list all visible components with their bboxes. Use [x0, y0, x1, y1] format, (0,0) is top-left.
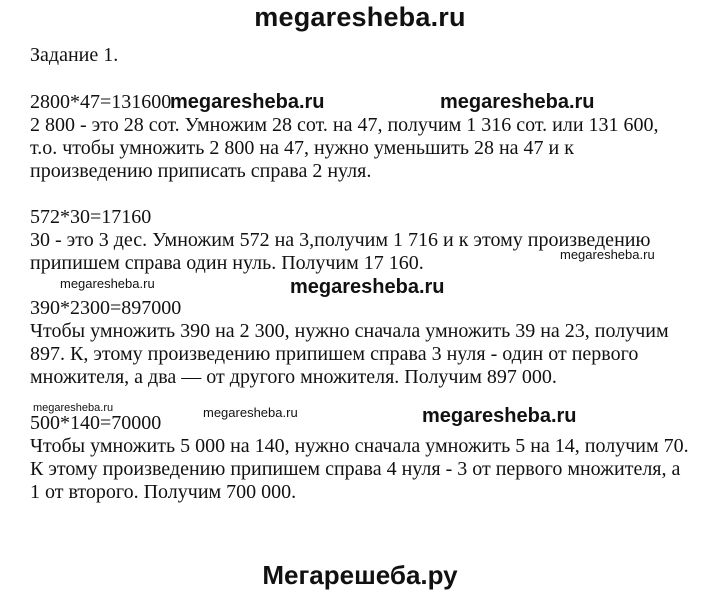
watermark-text: megaresheba.ru — [170, 91, 325, 113]
watermark-text: megaresheba.ru — [290, 276, 445, 298]
explanation-line: т.о. чтобы умножить 2 800 на 47, нужно уменьшить 28 на 47 и к — [30, 137, 574, 159]
explanation-line: 30 - это 3 дес. Умножим 572 на 3,получим 1 716 и к этому произведению — [30, 229, 651, 251]
explanation-line: К этому произведению припишем справа 4 нуля - 3 от первого множителя, а — [30, 458, 681, 480]
watermark-text: megaresheba.ru — [422, 405, 577, 427]
expression: 390*2300=897000 — [30, 297, 182, 319]
solution-block-3 — [30, 297, 710, 389]
watermark-text: megaresheba.ru — [203, 405, 298, 420]
explanation-line: Чтобы умножить 5 000 на 140, нужно сначала умножить 5 на 14, получим 70. — [30, 435, 689, 457]
watermark-text: megaresheba.ru — [560, 247, 655, 262]
explanation-line: произведению приписать справа 2 нуля. — [30, 160, 372, 182]
watermark-text: megaresheba.ru — [33, 402, 114, 414]
watermark-text: megaresheba.ru — [60, 276, 155, 291]
expression: 572*30=17160 — [30, 206, 152, 228]
explanation-line: 897. К, этому произведению припишем справа 3 нуля - один от первого — [30, 343, 639, 365]
explanation-line: множителя, а два — от другого множителя. Получим 897 000. — [30, 366, 557, 388]
solution-block-4 — [30, 412, 710, 504]
explanation-line: 1 от второго. Получим 700 000. — [30, 481, 297, 503]
site-footer: Мегарешеба.ру — [262, 560, 458, 590]
solution-block-2 — [30, 206, 710, 275]
expression: 500*140=70000 — [30, 412, 162, 434]
watermark-text: megaresheba.ru — [440, 91, 595, 113]
explanation-line: 2 800 - это 28 сот. Умножим 28 сот. на 47, получим 1 316 сот. или 131 600, — [30, 114, 659, 136]
explanation-line: Чтобы умножить 390 на 2 300, нужно сначала умножить 39 на 23, получим — [30, 320, 669, 342]
task-title: Задание 1. — [30, 44, 119, 66]
site-header: megaresheba.ru — [254, 2, 466, 32]
solution-block-1 — [30, 91, 710, 183]
expression: 2800*47=131600 — [30, 91, 172, 113]
explanation-line: припишем справа один нуль. Получим 17 160. — [30, 252, 424, 274]
